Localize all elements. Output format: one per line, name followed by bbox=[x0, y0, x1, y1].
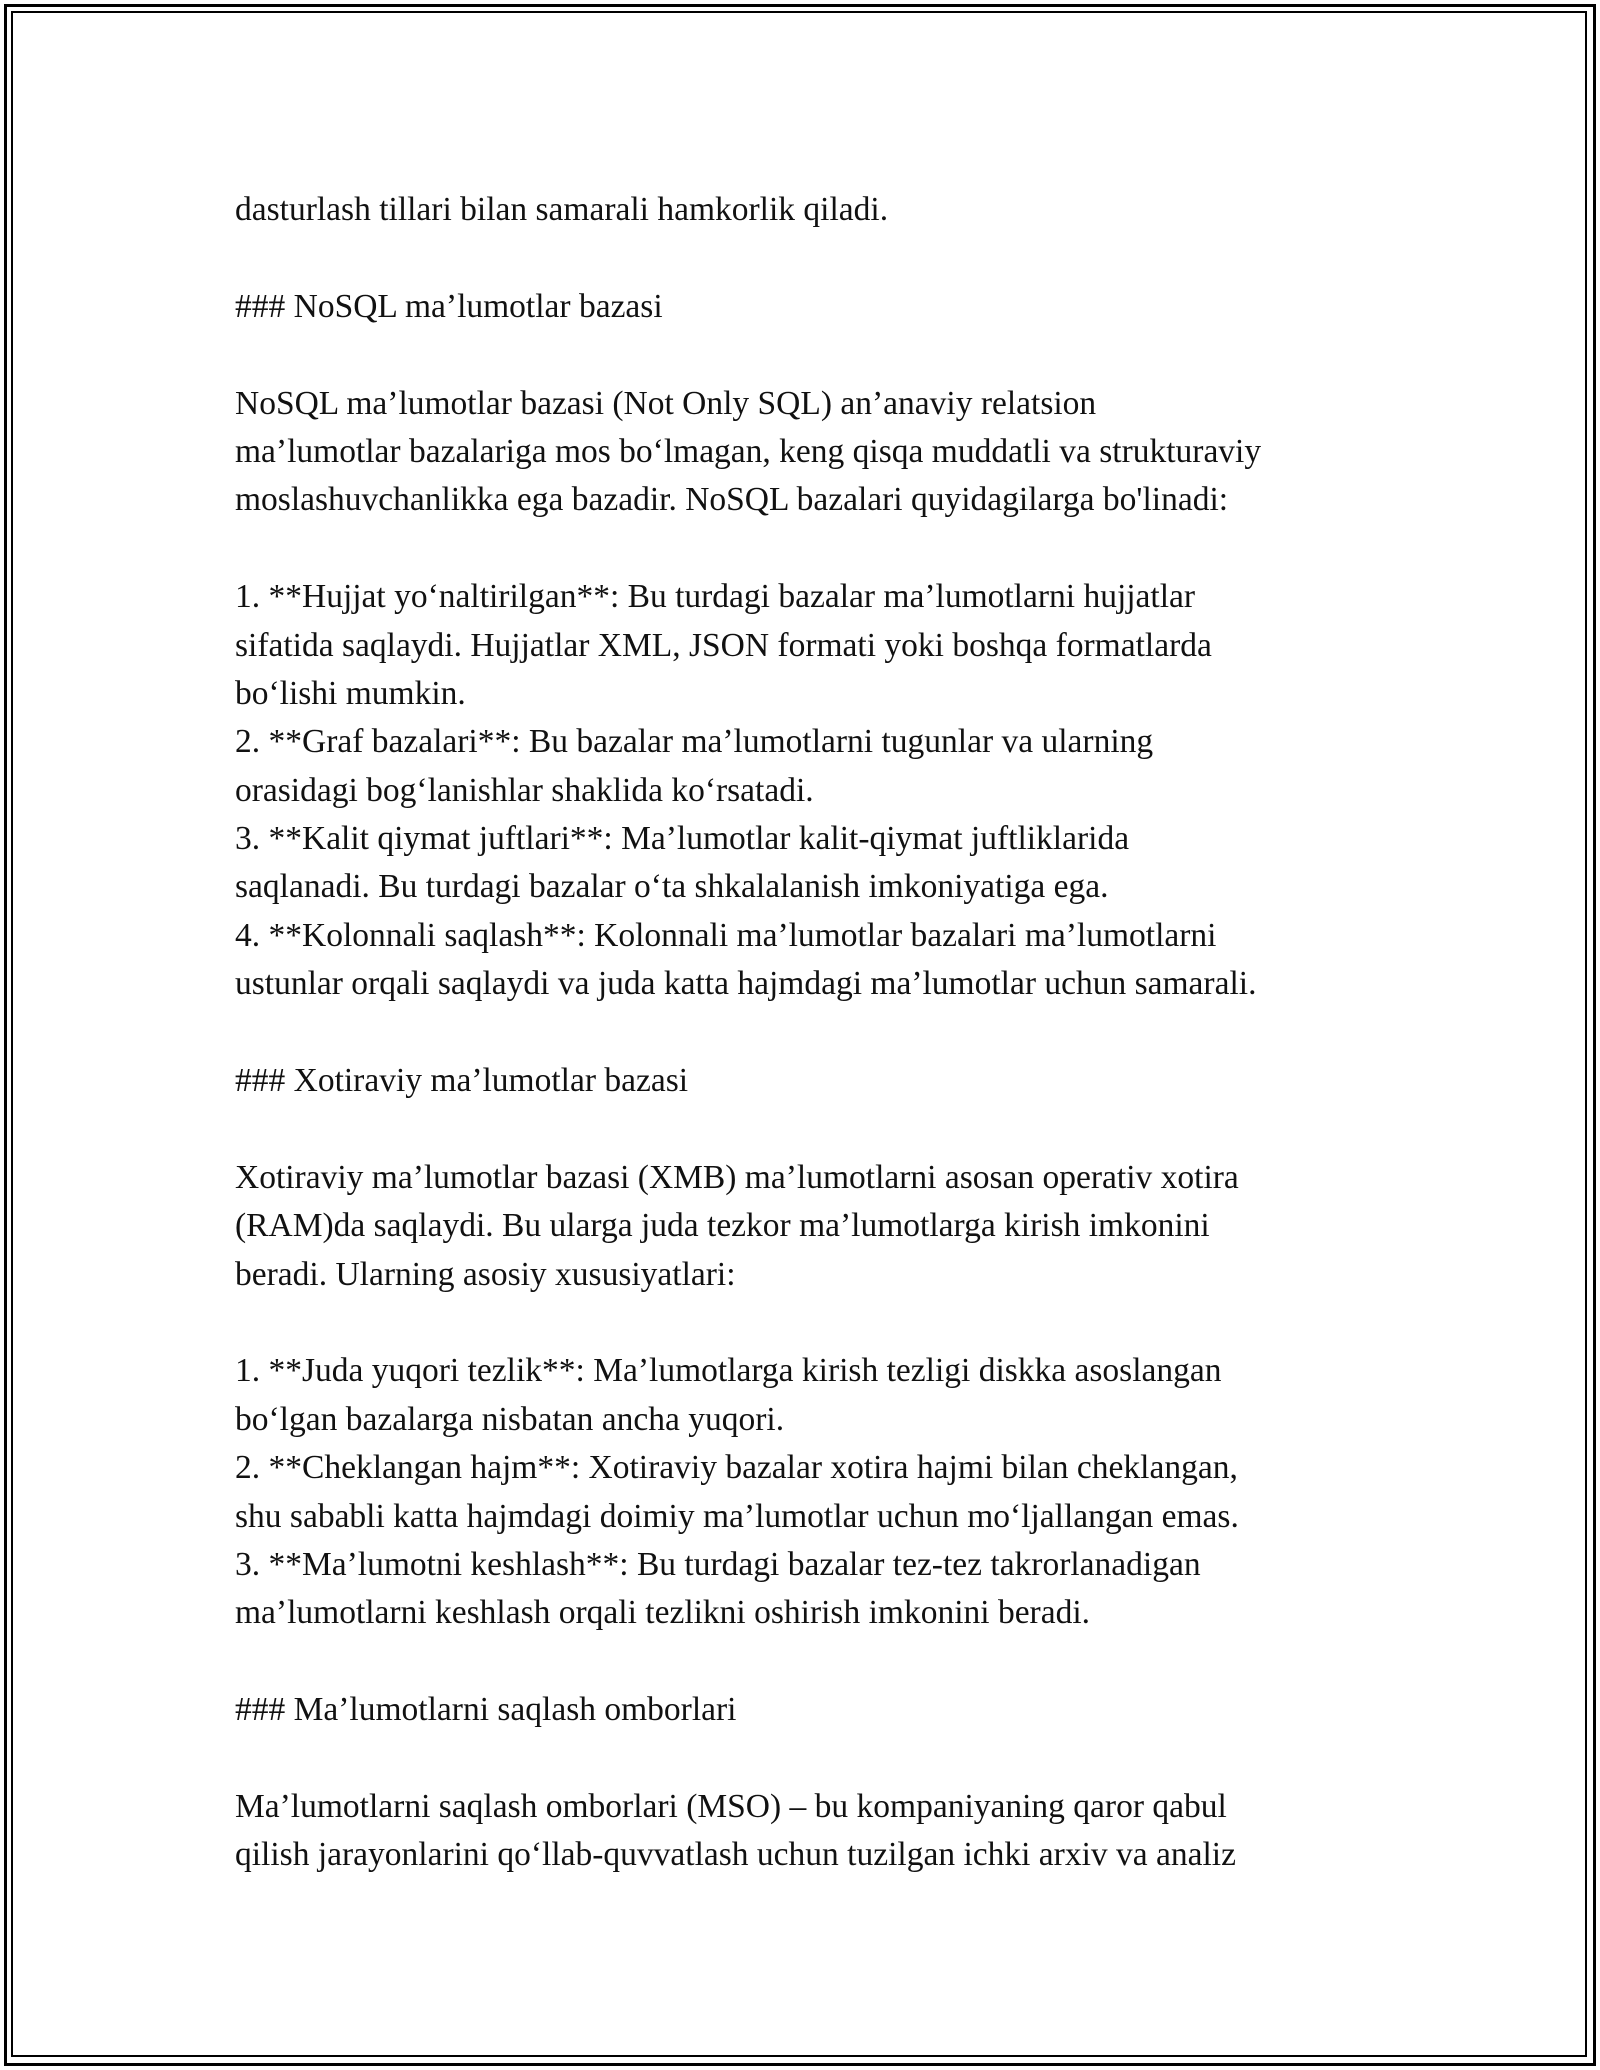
section-heading-nosql: ### NoSQL ma’lumotlar bazasi bbox=[235, 287, 663, 325]
blank-line bbox=[235, 234, 1415, 282]
list-item-line: 2. **Cheklangan hajm**: Xotiraviy bazalar xotira hajmi bilan cheklangan, bbox=[235, 1449, 1238, 1487]
list-item-line: 3. **Kalit qiymat juftlari**: Ma’lumotlar kalit-qiymat juftliklarida bbox=[235, 820, 1130, 858]
section-heading-omborlar: ### Ma’lumotlarni saqlash omborlari bbox=[235, 1691, 737, 1729]
list-item-line: bo‘lishi mumkin. bbox=[235, 674, 466, 712]
list-item-line: saqlanadi. Bu turdagi bazalar o‘ta shkalalanish imkoniyatiga ega. bbox=[235, 868, 1109, 906]
blank-line bbox=[235, 1009, 1415, 1057]
list-item-line: shu sababli katta hajmdagi doimiy ma’lumotlar uchun mo‘ljallangan emas. bbox=[235, 1497, 1239, 1535]
text-line: dasturlash tillari bilan samarali hamkorlik qiladi. bbox=[235, 191, 889, 228]
blank-line bbox=[235, 525, 1415, 573]
blank-line bbox=[235, 1299, 1415, 1347]
document-body bbox=[235, 186, 1415, 1880]
text-line: NoSQL ma’lumotlar bazasi (Not Only SQL) an’anaviy relatsion bbox=[235, 384, 1097, 422]
blank-line bbox=[235, 1735, 1415, 1783]
list-item-line: 2. **Graf bazalari**: Bu bazalar ma’lumotlarni tugunlar va ularning bbox=[235, 723, 1154, 761]
list-item-line: 1. **Hujjat yo‘naltirilgan**: Bu turdagi bazalar ma’lumotlarni hujjatlar bbox=[235, 578, 1196, 616]
text-line: ma’lumotlar bazalariga mos bo‘lmagan, keng qisqa muddatli va strukturaviy bbox=[235, 432, 1262, 470]
text-line: Xotiraviy ma’lumotlar bazasi (XMB) ma’lumotlarni asosan operativ xotira bbox=[235, 1158, 1239, 1196]
text-line: Ma’lumotlarni saqlash omborlari (MSO) – bu kompaniyaning qaror qabul bbox=[235, 1787, 1227, 1825]
list-item-line: orasidagi bog‘lanishlar shaklida ko‘rsatadi. bbox=[235, 771, 814, 809]
blank-line bbox=[235, 1638, 1415, 1686]
list-item-line: 3. **Ma’lumotni keshlash**: Bu turdagi bazalar tez-tez takrorlanadigan bbox=[235, 1545, 1201, 1583]
text-line: beradi. Ularning asosiy xususiyatlari: bbox=[235, 1255, 736, 1293]
text-line: moslashuvchanlikka ega bazadir. NoSQL bazalari quyidagilarga bo'linadi: bbox=[235, 481, 1229, 519]
text-line: (RAM)da saqlaydi. Bu ularga juda tezkor ma’lumotlarga kirish imkonini bbox=[235, 1207, 1210, 1245]
list-item-line: bo‘lgan bazalarga nisbatan ancha yuqori. bbox=[235, 1400, 785, 1438]
section-heading-xotiraviy: ### Xotiraviy ma’lumotlar bazasi bbox=[235, 1062, 689, 1100]
list-item-line: sifatida saqlaydi. Hujjatlar XML, JSON formati yoki boshqa formatlarda bbox=[235, 626, 1212, 664]
text-line: qilish jarayonlarini qo‘llab-quvvatlash uchun tuzilgan ichki arxiv va analiz bbox=[235, 1836, 1236, 1874]
list-item-line: ma’lumotlarni keshlash orqali tezlikni oshirish imkonini beradi. bbox=[235, 1594, 1091, 1632]
blank-line bbox=[235, 1105, 1415, 1153]
list-item-line: 4. **Kolonnali saqlash**: Kolonnali ma’lumotlar bazalari ma’lumotlarni bbox=[235, 916, 1217, 954]
list-item-line: 1. **Juda yuqori tezlik**: Ma’lumotlarga kirish tezligi diskka asoslangan bbox=[235, 1352, 1222, 1390]
list-item-line: ustunlar orqali saqlaydi va juda katta hajmdagi ma’lumotlar uchun samarali. bbox=[235, 965, 1257, 1003]
blank-line bbox=[235, 331, 1415, 379]
